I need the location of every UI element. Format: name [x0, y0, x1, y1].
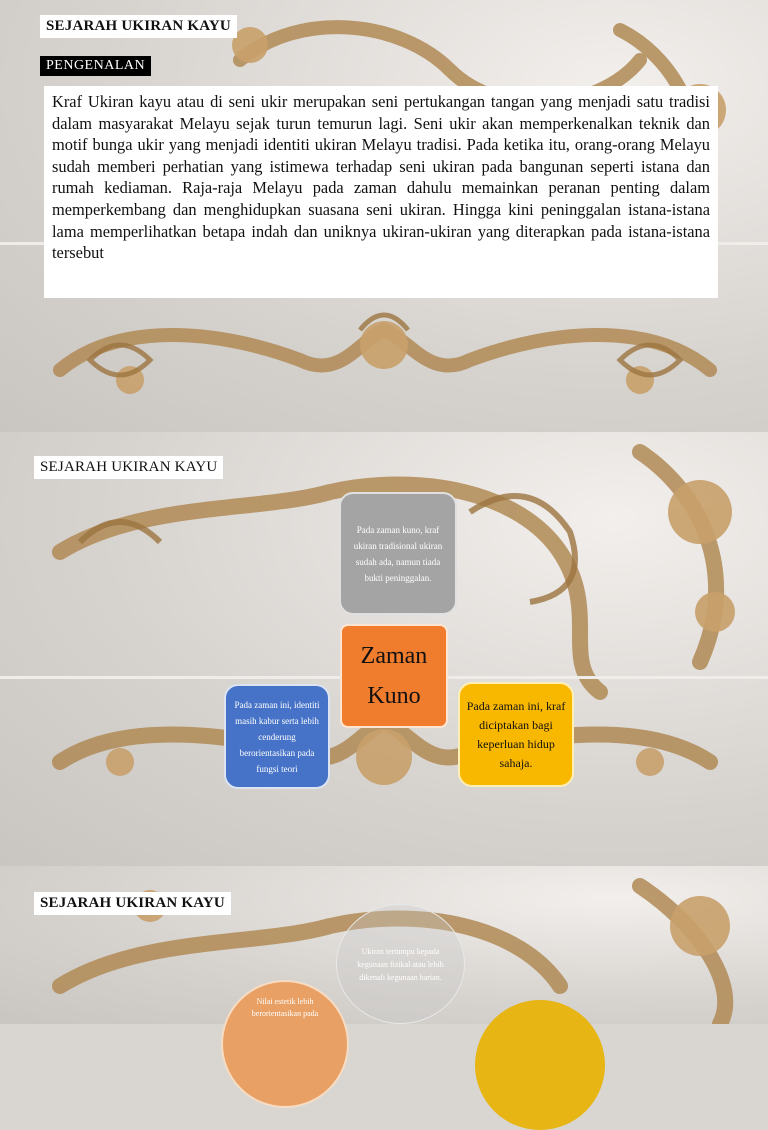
right-node: Pada zaman ini, kraf diciptakan bagi keperluan hidup sahaja. — [458, 682, 574, 787]
left-node: Pada zaman ini, identiti masih kabur serta lebih cenderung berorientasikan pada fungsi teori — [224, 684, 330, 789]
center-node: Zaman Kuno — [340, 624, 448, 728]
slide-title: SEJARAH UKIRAN KAYU — [40, 15, 237, 38]
slide-title: SEJARAH UKIRAN KAYU — [34, 892, 231, 915]
right-circle-node — [475, 1000, 605, 1130]
slide-title: SEJARAH UKIRAN KAYU — [34, 456, 223, 479]
left-circle-node: Nilai estetik lebih berorientasikan pada — [221, 980, 349, 1108]
slide-1 — [0, 0, 768, 432]
intro-paragraph: Kraf Ukiran kayu atau di seni ukir merupakan seni pertukangan tangan yang menjadi satu tradisi dalam masyarakat Melayu sejak turun temurun lagi. Seni ukir akan memperkenalkan teknik dan motif bunga ukir yang menjadi identiti ukiran Melayu tradisi. Pada ketika itu, orang-orang Melayu sudah memberi perhatian yang istimewa terhadap seni ukiran pada bangunan seperti istana dan rumah kediaman. Raja-raja Melayu pada zaman dahulu memainkan peranan penting dalam memperkembang dan menghidupkan suasana seni ukiran. Hingga kini peninggalan istana-istana lama memperlihatkan betapa indah dan uniknya ukiran-ukiran yang diterapkan pada istana-istana tersebut — [44, 86, 718, 298]
top-node: Pada zaman kuno, kraf ukiran tradisional ukiran sudah ada, namun tiada bukti peninggalan. — [339, 492, 457, 615]
top-circle-node: Ukiran tertumpu kepada kegunaan fizikal atau lebih dikenali kegunaan harian. — [336, 904, 465, 1024]
section-label: PENGENALAN — [40, 56, 151, 76]
